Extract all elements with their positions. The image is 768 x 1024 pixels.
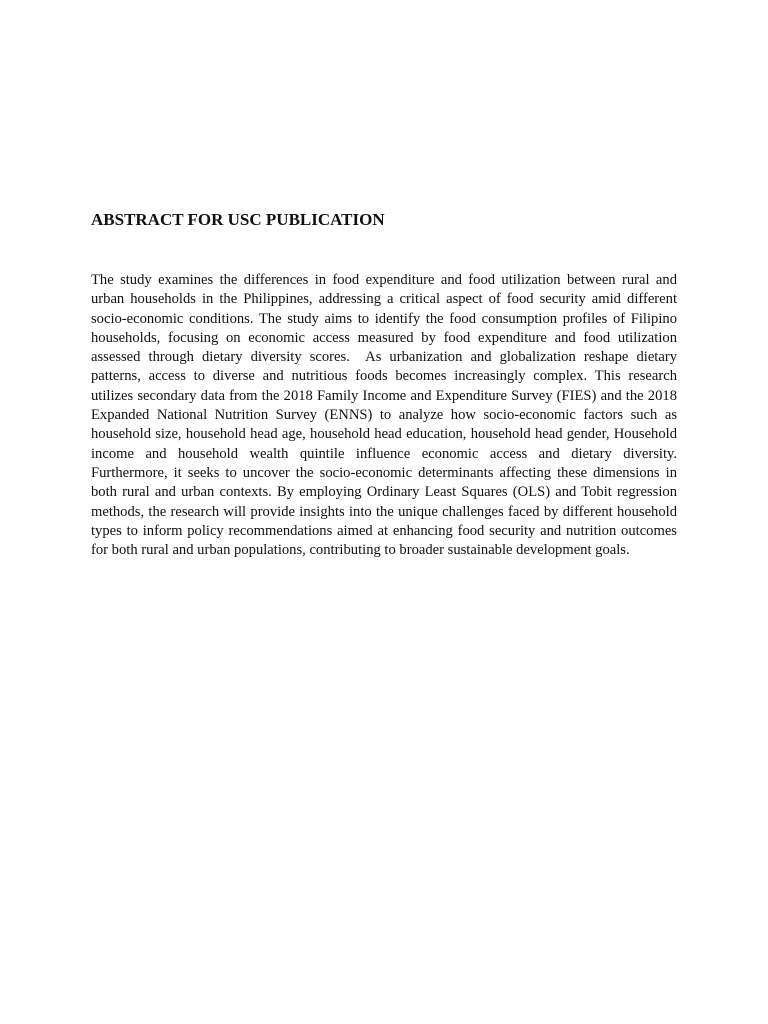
- abstract-paragraph: The study examines the differences in food expenditure and food utilization between rural and urban households in the Philippines, addressing a critical aspect of food security amid different socio-economic conditions. The study aims to identify the food consumption profiles of Filipino households, focusing on economic access measured by food expenditure and food utilization assessed through dietary diversity scores. As urbanization and globalization reshape dietary patterns, access to diverse and nutritious foods becomes increasingly complex. This research utilizes secondary data from the 2018 Family Income and Expenditure Survey (FIES) and the 2018 Expanded National Nutrition Survey (ENNS) to analyze how socio-economic factors such as household size, household head age, household head education, household head gender, Household income and household wealth quintile influence economic access and dietary diversity. Furthermore, it seeks to uncover the socio-economic determinants affecting these dimensions in both rural and urban contexts. By employing Ordinary Least Squares (OLS) and Tobit regression methods, the research will provide insights into the unique challenges faced by different household types to inform policy recommendations aimed at enhancing food security and nutrition outcomes for both rural and urban populations, contributing to broader sustainable development goals.: [91, 272, 681, 559]
- document-title: ABSTRACT FOR USC PUBLICATION: [91, 210, 385, 229]
